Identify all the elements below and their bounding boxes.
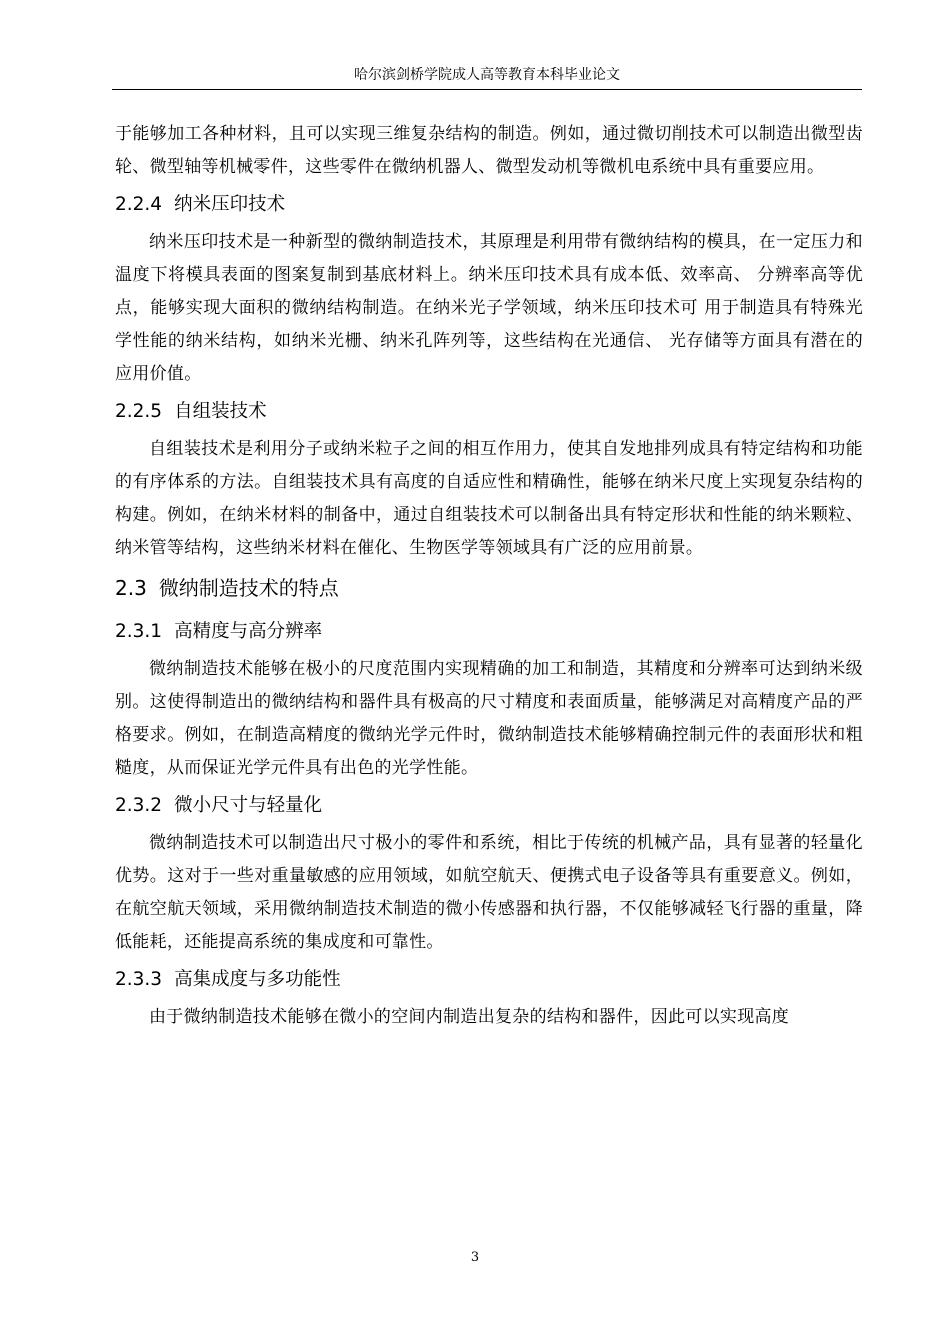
section-heading-2-2-5 bbox=[115, 391, 863, 433]
paragraph-high-precision: 微纳制造技术能够在极小的尺度范围内实现精确的加工和制造，其精度和分辨率可达到纳米级别。这使得制造出的微纳结构和器件具有极高的尺寸精度和表面质量，能够满足对高精度产品的严格要求。例如，在制造高精度的微纳光学元件时，微纳制造技术能够精确控制元件的表面形状和粗糙度，从而保证光学元件具有出色的光学性能。 bbox=[115, 659, 863, 778]
section-number: 2.3.2 bbox=[115, 795, 163, 816]
section-number: 2.3 bbox=[115, 576, 147, 600]
page-number: 3 bbox=[470, 1250, 480, 1265]
paragraph-nanoimprint: 纳米压印技术是一种新型的微纳制造技术，其原理是利用带有微纳结构的模具，在一定压力和温度下将模具表面的图案复制到基底材料上。纳米压印技术具有成本低、效率高、 分辨率高等优点，能够实现大面积的微纳结构制造。在纳米光子学领域，纳米压印技术可 用于制造具有特殊光学性能的纳米结构，如纳米光栅、纳米孔阵列等，这些结构在光通信、 光存储等方面具有潜在的应用价值。 bbox=[115, 232, 863, 384]
section-title: 微小尺寸与轻量化 bbox=[174, 795, 323, 816]
section-title: 纳米压印技术 bbox=[174, 194, 286, 215]
section-number: 2.2.4 bbox=[115, 194, 163, 215]
paragraph-self-assembly: 自组装技术是利用分子或纳米粒子之间的相互作用力，使其自发地排列成具有特定结构和功能的有序体系的方法。自组装技术具有高度的自适应性和精确性，能够在纳米尺度上实现复杂结构的构建。例如，在纳米材料的制备中，通过自组装技术可以制备出具有特定形状和性能的纳米颗粒、纳米管等结构，这些纳米材料在催化、生物医学等领域具有广泛的应用前景。 bbox=[115, 439, 863, 558]
section-title: 微纳制造技术的特点 bbox=[158, 576, 339, 600]
section-heading-2-3-3 bbox=[115, 959, 863, 1001]
section-number: 2.3.1 bbox=[115, 621, 163, 642]
section-heading-2-3 bbox=[115, 565, 863, 611]
document-body bbox=[115, 118, 863, 1034]
paragraph-lightweight: 微纳制造技术可以制造出尺寸极小的零件和系统，相比于传统的机械产品，具有显著的轻量化优势。这对于一些对重量敏感的应用领域，如航空航天、便携式电子设备等具有重要意义。例如，在航空航天领域，采用微纳制造技术制造的微小传感器和执行器，不仅能够减轻飞行器的重量，降低能耗，还能提高系统的集成度和可靠性。 bbox=[115, 833, 863, 952]
section-heading-2-3-2 bbox=[115, 785, 863, 827]
section-heading-2-2-4 bbox=[115, 184, 863, 226]
section-title: 高精度与高分辨率 bbox=[174, 621, 323, 642]
section-title: 自组装技术 bbox=[174, 401, 267, 422]
section-number: 2.3.3 bbox=[115, 969, 163, 990]
header-divider bbox=[112, 89, 862, 90]
section-title: 高集成度与多功能性 bbox=[174, 969, 341, 990]
page-header: 哈尔滨剑桥学院成人高等教育本科毕业论文 bbox=[354, 67, 620, 83]
paragraph-continued: 于能够加工各种材料，且可以实现三维复杂结构的制造。例如，通过微切削技术可以制造出微型齿轮、微型轴等机械零件，这些零件在微纳机器人、微型发动机等微机电系统中具有重要应用。 bbox=[115, 124, 863, 177]
paragraph-integration: 由于微纳制造技术能够在微小的空间内制造出复杂的结构和器件，因此可以实现高度 bbox=[149, 1007, 790, 1027]
section-number: 2.2.5 bbox=[115, 401, 163, 422]
section-heading-2-3-1 bbox=[115, 611, 863, 653]
